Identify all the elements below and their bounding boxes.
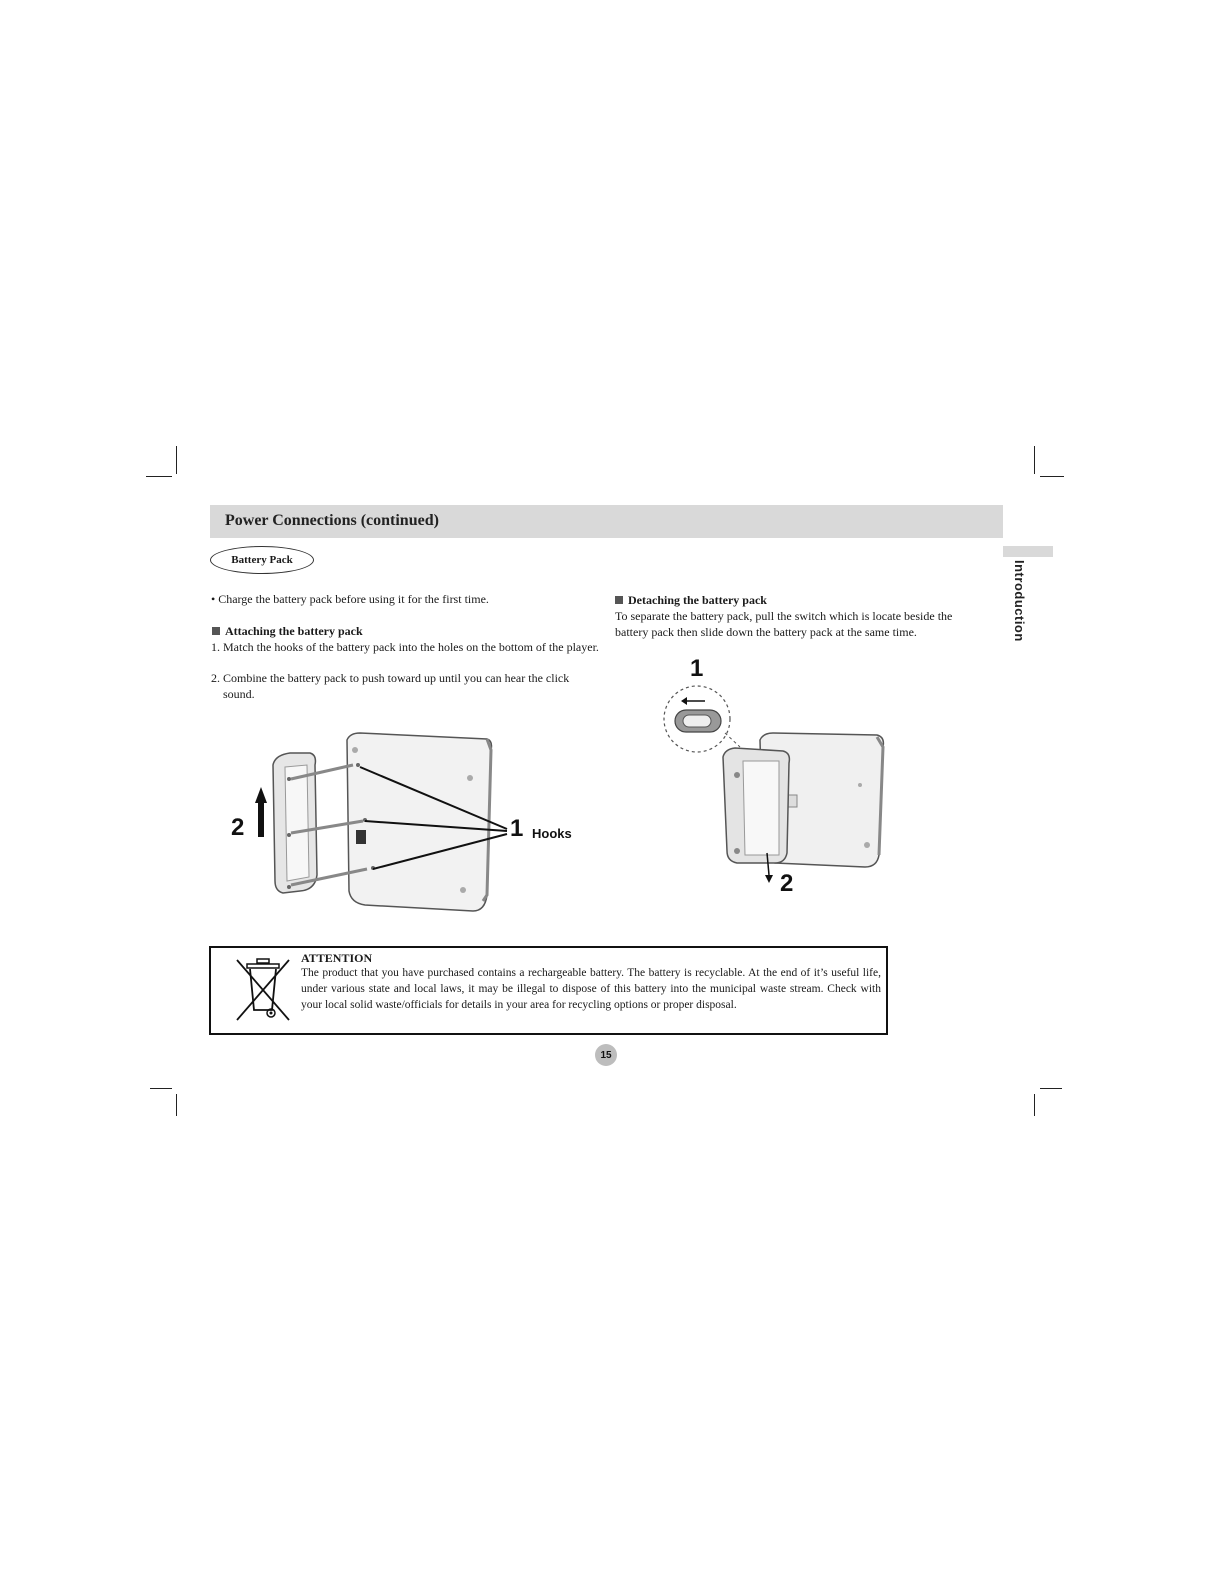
page-number: 15 xyxy=(595,1044,617,1066)
section-header xyxy=(210,505,1003,538)
crop-mark xyxy=(1040,1088,1062,1089)
figure-label-step-1: 1 xyxy=(690,655,704,682)
attaching-step: 2. Combine the battery pack to push toward up until you can hear the click sound. xyxy=(211,671,570,701)
figure-label-step-2: 2 xyxy=(780,870,794,897)
attaching-step: 1. Match the hooks of the battery pack into the holes on the bottom of the player. xyxy=(211,640,599,654)
crop-mark xyxy=(176,1094,177,1116)
attention-title: ATTENTION xyxy=(301,951,373,965)
page-title: Power Connections (continued) xyxy=(225,512,439,529)
detaching-heading: Detaching the battery pack xyxy=(615,592,767,608)
square-bullet-icon xyxy=(615,596,623,604)
intro-bullet: • Charge the battery pack before using it for the first time. xyxy=(211,592,489,606)
detaching-body: To separate the battery pack, pull the switch which is locate beside the battery pack then slide down the battery pack at the same time. xyxy=(615,609,953,639)
battery-pack-oval: Battery Pack xyxy=(210,546,314,574)
attach-battery-illustration xyxy=(225,705,585,935)
crop-mark xyxy=(150,1088,172,1089)
side-tab-label: Introduction xyxy=(1012,560,1027,642)
side-tab xyxy=(1003,546,1053,557)
attention-body: The product that you have purchased contains a rechargeable battery. The battery is recyclable. At the end of it’s useful life, under various state and local laws, it may be illegal to dispose of this battery into the municipal waste stream. Check with your local solid waste/officials for details in your area for recycling options or proper disposal. xyxy=(301,967,881,1011)
crop-mark xyxy=(1040,476,1064,477)
figure-label-step-1: 1 xyxy=(510,815,524,842)
square-bullet-icon xyxy=(212,627,220,635)
attention-box xyxy=(209,946,888,1035)
figure-label-hooks: Hooks xyxy=(532,826,572,841)
crop-mark xyxy=(146,476,172,477)
figure-label-step-2: 2 xyxy=(231,814,245,841)
attaching-heading: Attaching the battery pack xyxy=(212,623,363,639)
crop-mark xyxy=(176,446,177,474)
crossed-bin-icon xyxy=(233,956,293,1024)
crop-mark xyxy=(1034,1094,1035,1116)
crop-mark xyxy=(1034,446,1035,474)
